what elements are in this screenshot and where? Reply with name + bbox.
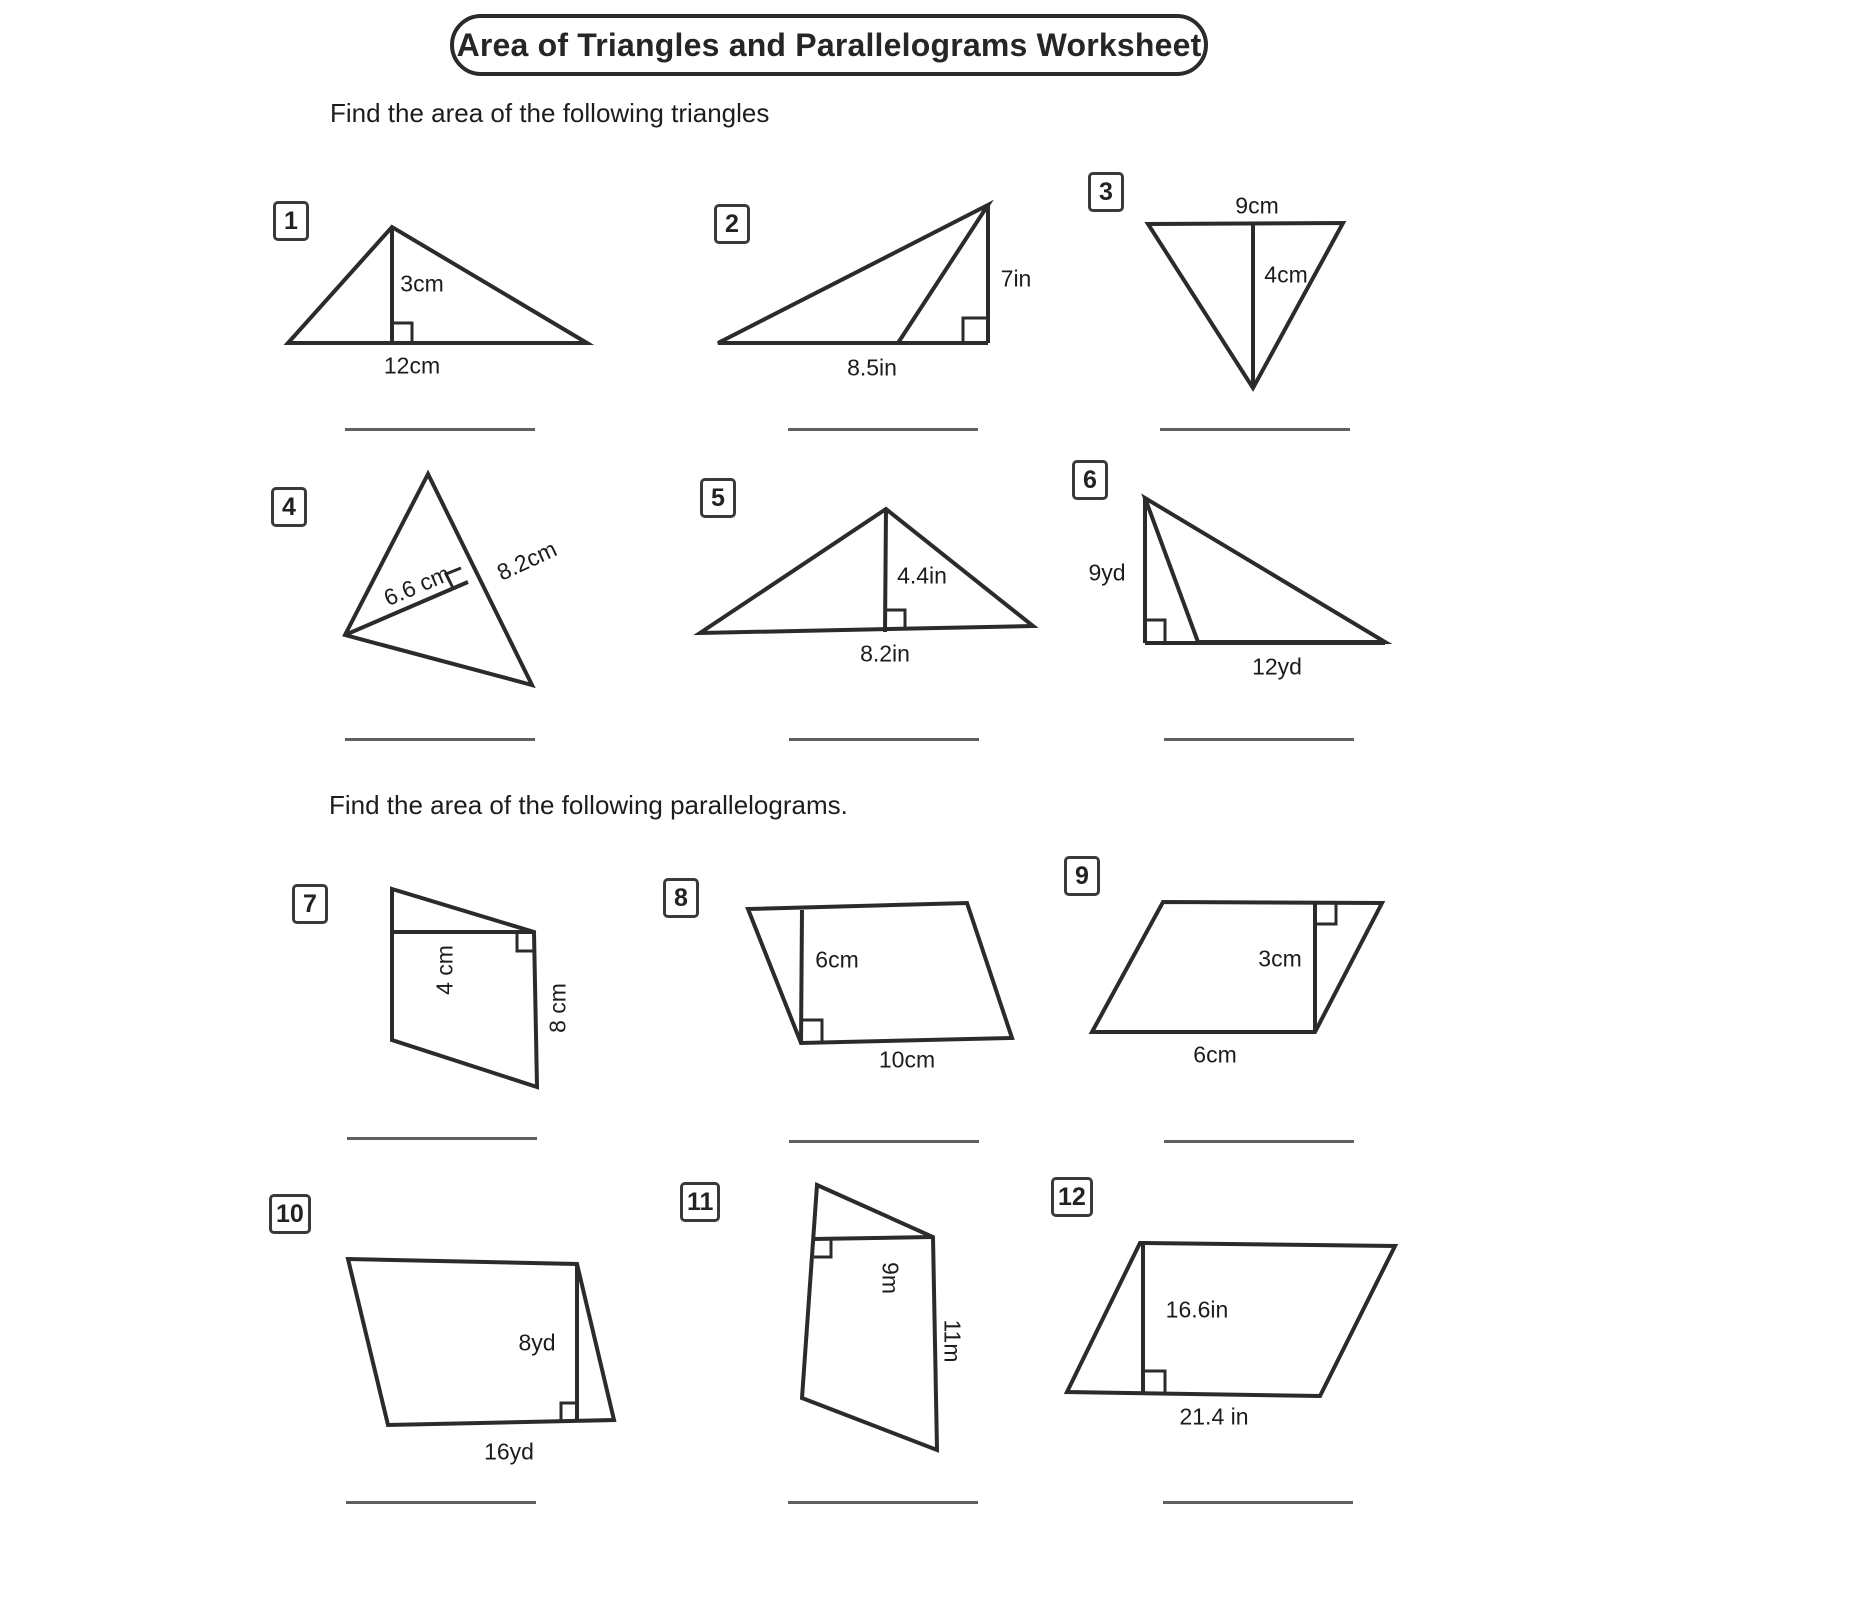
base-label-9: 6cm <box>1193 1041 1237 1068</box>
figure-parallelogram-8 <box>748 903 1012 1043</box>
answer-blank-2 <box>788 428 978 431</box>
answer-blank-6 <box>1164 738 1354 741</box>
right-angle-mark <box>801 1020 822 1043</box>
base-label-4: 8.2cm <box>492 535 561 586</box>
problem-number: 6 <box>1083 465 1097 494</box>
problem-number-badge-10 <box>269 1194 311 1234</box>
base-label-2: 8.5in <box>847 354 897 381</box>
figure-parallelogram-11 <box>802 1185 937 1450</box>
problem-number-badge-9 <box>1064 856 1100 896</box>
problem-number-badge-7 <box>292 884 328 924</box>
base-label-1: 12cm <box>383 352 441 379</box>
height-line <box>885 509 886 632</box>
figure-parallelogram-9 <box>1092 902 1382 1032</box>
problem-number: 7 <box>303 889 317 918</box>
problem-number: 8 <box>674 883 688 912</box>
problem-number: 3 <box>1099 177 1113 206</box>
problem-number: 2 <box>725 209 739 238</box>
problem-number-badge-8 <box>663 878 699 918</box>
problem-number-badge-1 <box>273 201 309 241</box>
parallelogram-outline <box>748 903 1012 1043</box>
triangle-outline <box>718 205 988 343</box>
figure-triangle-5 <box>700 509 1033 633</box>
height-label-1: 3cm <box>400 270 444 297</box>
answer-blank-9 <box>1164 1140 1354 1143</box>
parallelogram-outline <box>348 1259 614 1425</box>
parallelogram-outline <box>1092 902 1382 1032</box>
height-label-8: 6cm <box>815 946 859 973</box>
base-label-6: 12yd <box>1252 653 1302 680</box>
height-label-10: 8yd <box>518 1329 556 1356</box>
triangle-outline <box>700 509 1033 633</box>
figure-parallelogram-7 <box>392 889 537 1087</box>
parallelogram-outline <box>392 889 537 1087</box>
figure-triangle-3 <box>1148 223 1343 388</box>
parallelogram-outline <box>802 1185 937 1450</box>
right-angle-mark <box>1143 1371 1165 1393</box>
base-label-7: 8 cm <box>544 983 571 1033</box>
figure-triangle-6 <box>1145 498 1385 643</box>
answer-blank-3 <box>1160 428 1350 431</box>
height-line <box>801 910 802 1043</box>
triangles-section-heading: Find the area of the following triangles <box>330 98 770 128</box>
triangle-outline <box>1148 223 1343 388</box>
triangle-outline <box>1145 498 1385 642</box>
problem-number-badge-5 <box>700 478 736 518</box>
base-label-8: 10cm <box>878 1046 936 1073</box>
figure-triangle-2 <box>718 205 988 343</box>
parallelogram-outline <box>1067 1243 1395 1396</box>
answer-blank-10 <box>346 1501 536 1504</box>
height-label-6: 9yd <box>1088 559 1126 586</box>
height-label-7: 4 cm <box>431 945 458 995</box>
answer-blank-7 <box>347 1137 537 1140</box>
problem-number-badge-11 <box>680 1182 720 1222</box>
right-angle-mark <box>963 318 988 343</box>
height-label-5: 4.4in <box>897 562 947 589</box>
answer-blank-11 <box>788 1501 978 1504</box>
answer-blank-5 <box>789 738 979 741</box>
height-label-11: 9m <box>877 1262 904 1294</box>
base-label-12: 21.4 in <box>1179 1403 1249 1430</box>
problem-number-badge-2 <box>714 204 750 244</box>
height-label-9: 3cm <box>1258 945 1302 972</box>
problem-number: 1 <box>284 206 298 235</box>
right-angle-mark <box>1315 903 1336 924</box>
problem-number-badge-6 <box>1072 460 1108 500</box>
height-label-3: 4cm <box>1264 261 1308 288</box>
figure-parallelogram-12 <box>1067 1243 1395 1396</box>
base-label-10: 16yd <box>484 1438 534 1465</box>
right-angle-mark <box>392 323 412 343</box>
problem-number: 11 <box>687 1187 714 1216</box>
problem-number-badge-12 <box>1051 1177 1093 1217</box>
right-angle-mark <box>1145 620 1165 643</box>
height-label-12: 16.6in <box>1165 1296 1229 1323</box>
height-label-4: 6.6 cm <box>379 560 454 611</box>
base-label-11: 11m <box>939 1319 966 1363</box>
height-label-2: 7in <box>1000 265 1032 292</box>
parallelograms-section-heading: Find the area of the following parallelograms. <box>329 790 848 820</box>
problem-number-badge-4 <box>271 487 307 527</box>
problem-number: 9 <box>1075 861 1089 890</box>
answer-blank-12 <box>1163 1501 1353 1504</box>
figure-parallelogram-10 <box>348 1259 614 1425</box>
base-label-5: 8.2in <box>860 640 910 667</box>
answer-blank-8 <box>789 1140 979 1143</box>
answer-blank-4 <box>345 738 535 741</box>
base-label-3: 9cm <box>1235 192 1279 219</box>
right-angle-mark <box>517 932 534 951</box>
answer-blank-1 <box>345 428 535 431</box>
worksheet-title-text: Area of Triangles and Parallelograms Worksheet <box>456 26 1202 63</box>
problem-number: 5 <box>711 483 725 512</box>
problem-number: 10 <box>276 1199 304 1228</box>
problem-number: 12 <box>1058 1182 1086 1211</box>
problem-number-badge-3 <box>1088 172 1124 212</box>
problem-number: 4 <box>282 492 296 521</box>
